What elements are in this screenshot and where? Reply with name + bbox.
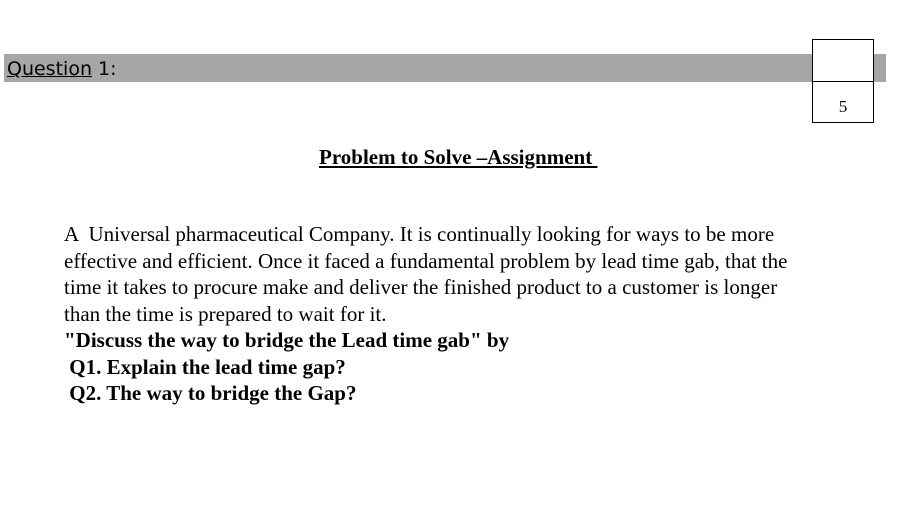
- paragraph-line: time it takes to procure make and deliver the finished product to a customer is longer: [64, 275, 778, 299]
- question-item-q1: Q1. Explain the lead time gap?: [64, 354, 346, 379]
- paragraph-line: A Universal pharmaceutical Company. It is continually looking for ways to be more: [64, 222, 775, 246]
- paragraph-line: effective and efficient. Once it faced a fundamental problem by lead time gab, that the: [64, 248, 788, 273]
- score-box-top-cell: [813, 40, 873, 82]
- score-box: [812, 39, 874, 123]
- paragraph-line: than the time is prepared to wait for it.: [64, 301, 387, 326]
- assignment-body: [64, 221, 894, 407]
- question-heading: [7, 57, 117, 81]
- assignment-title: Problem to Solve –Assignment: [319, 145, 598, 169]
- discussion-prompt: "Discuss the way to bridge the Lead time gab" by: [64, 328, 510, 352]
- question-item-q2: Q2. The way to bridge the Gap?: [64, 381, 357, 405]
- question-number: 1:: [91, 58, 117, 80]
- score-box-points: 5: [838, 97, 848, 116]
- question-header-bar: [4, 54, 886, 82]
- question-word: Question: [7, 58, 92, 80]
